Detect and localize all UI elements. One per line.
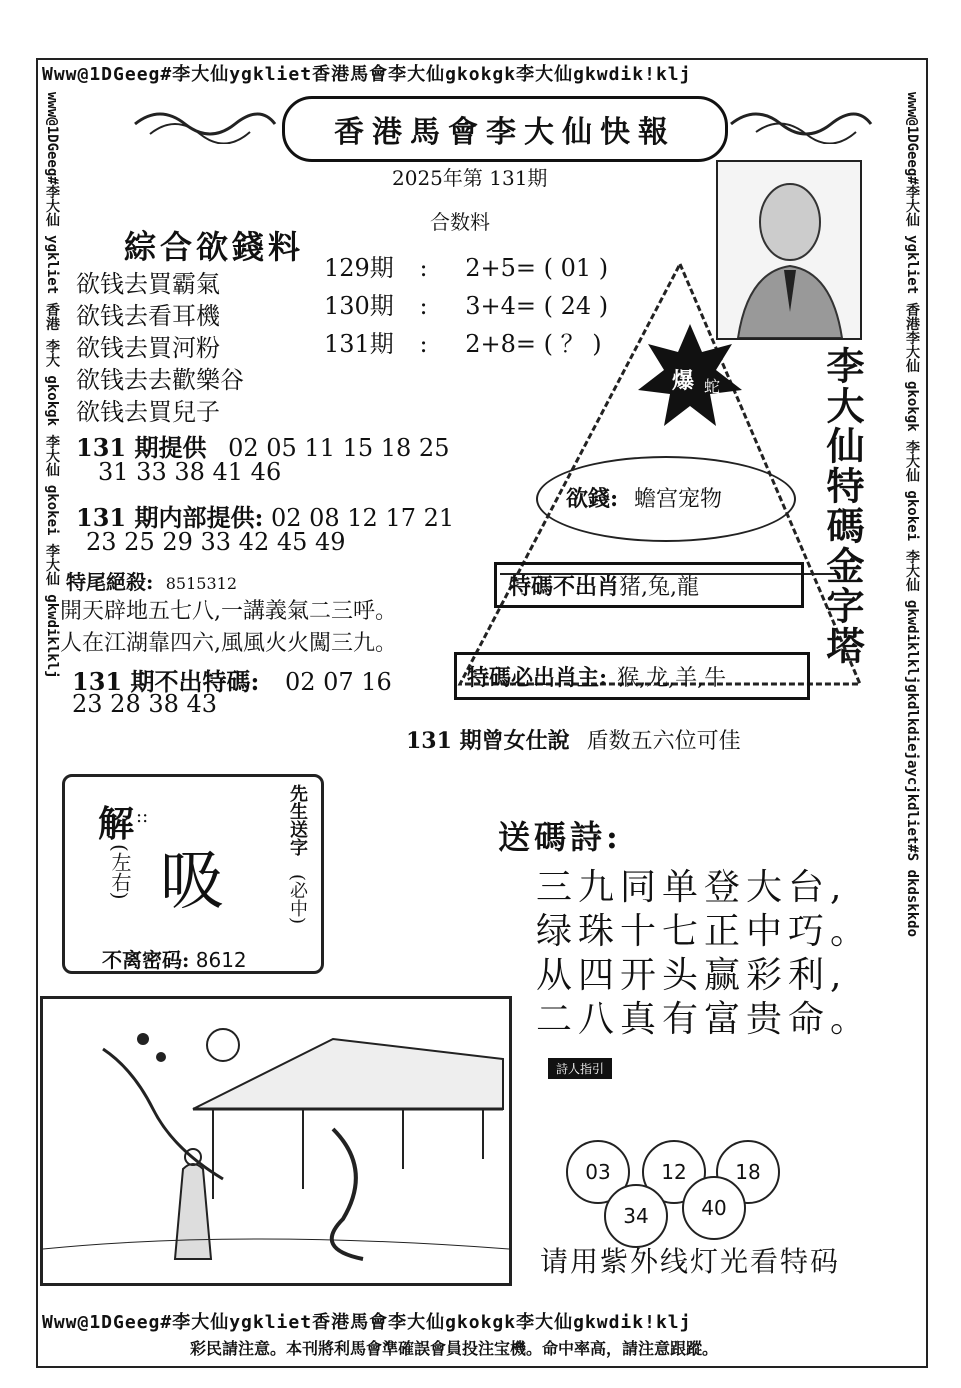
page-title: 香港馬會李大仙快報 xyxy=(282,96,728,162)
riddle-code xyxy=(102,944,247,973)
not-out-text: 猪,兔,龍 xyxy=(619,574,700,600)
poem-heading: 送碼詩: xyxy=(498,818,622,856)
sum-expr: 2+5= xyxy=(465,254,536,282)
tail-kill-label: 特尾絕殺: xyxy=(66,570,154,594)
riddle-side-sub: (必中) xyxy=(287,874,308,925)
number-ball: 40 xyxy=(682,1176,746,1240)
sum-expr: 2+8= xyxy=(465,330,536,358)
zeng-note xyxy=(406,724,741,755)
not-out-label: 特碼不出肖 xyxy=(509,573,620,600)
sum-result: ( ？ ) xyxy=(543,330,602,358)
provide-label: 131 期提供 xyxy=(76,433,207,462)
poem-line: 绿珠十七正中巧。 xyxy=(536,911,873,952)
no-special-numbers: 23 28 38 43 xyxy=(72,690,218,718)
poem-line: 二八真有富贵命。 xyxy=(536,999,873,1040)
money-heading: 綜合欲錢料 xyxy=(124,228,305,266)
not-out-box xyxy=(494,562,804,608)
tail-verse: 開天辟地五七八,一講義氣二三呼。 xyxy=(60,599,397,624)
sum-period: 130期 xyxy=(324,292,394,320)
sum-result: ( 01 ) xyxy=(543,254,609,282)
tail-kill-row xyxy=(66,566,237,595)
riddle-code-value: 8612 xyxy=(195,948,247,972)
zeng-label: 131 期曾女仕說 xyxy=(406,728,570,754)
left-ornament xyxy=(130,104,280,144)
money-item: 欲钱去買霸氣 xyxy=(76,270,220,298)
poem-tag: 詩人指引 xyxy=(548,1058,612,1079)
number-ball: 18 xyxy=(716,1140,780,1204)
pyramid-badge: 爆 xyxy=(672,368,695,394)
provide-numbers: 31 33 38 41 46 xyxy=(98,458,282,486)
number-ball: 12 xyxy=(642,1140,706,1204)
money-item: 欲钱去買兒子 xyxy=(76,398,220,426)
right-watermark: www@1DGeeg#李大仙 ygkliet 香港李大仙 gkokgk 李大仙 gkokei 李大仙 gkwdiklkljgkdlkdiejaycjkdliet#S dkdskkdo xyxy=(904,92,920,938)
pyramid-vertical-title: 李大仙特碼金字塔 xyxy=(820,346,865,666)
number-ball: 34 xyxy=(604,1184,668,1248)
no-special-numbers: 02 07 16 xyxy=(284,668,392,696)
money-item: 欲钱去看耳機 xyxy=(76,302,220,330)
issue-number: 2025年第 131期 xyxy=(392,166,548,190)
sum-colon: : xyxy=(419,292,428,320)
riddle-hint: (左右) xyxy=(108,844,132,900)
number-ball: 03 xyxy=(566,1140,630,1204)
sum-colon: : xyxy=(419,330,428,358)
must-out-box xyxy=(454,652,810,700)
tail-kill-value: 8515312 xyxy=(165,574,238,593)
money-item: 欲钱去買河粉 xyxy=(76,334,220,362)
pyramid-money-label: 欲錢: xyxy=(566,486,619,512)
must-out-label: 特碼必出肖主: xyxy=(467,664,608,691)
poem-line: 从四开头赢彩利, xyxy=(536,955,848,996)
riddle-code-label: 不离密码: xyxy=(102,948,190,972)
must-out-text: 猴,龙,羊,牛 xyxy=(617,665,727,691)
internal-label: 131 期内部提供: xyxy=(76,503,264,532)
left-watermark: www@1DGeeg#李大仙 ygkliet 香港 李大 gkokgk 李大仙 gkokei 李大仙 gkwdiklklj xyxy=(44,92,60,679)
right-ornament xyxy=(726,104,876,144)
pyramid-money-text: 蟾宫宠物 xyxy=(634,487,723,512)
sum-result: ( 24 ) xyxy=(543,292,609,320)
bottom-watermark: Www@1DGeeg#李大仙ygkliet香港馬會李大仙gkokgk李大仙gkwdik!klj xyxy=(42,1312,692,1333)
riddle-jie: 解 xyxy=(98,803,135,845)
temple-illustration xyxy=(40,996,512,1286)
zeng-text: 盾数五六位可佳 xyxy=(586,729,741,754)
tail-verse: 人在江湖靠四六,風風火火闖三九。 xyxy=(60,631,397,656)
internal-numbers: 23 25 29 33 42 45 49 xyxy=(86,528,346,556)
provide-numbers: 02 05 11 15 18 25 xyxy=(228,434,450,462)
no-special-label: 131 期不出特碼: xyxy=(72,667,260,696)
top-watermark: Www@1DGeeg#李大仙ygkliet香港馬會李大仙gkokgk李大仙gkwdik!klj xyxy=(42,64,692,85)
subtitle: 合数料 xyxy=(430,210,490,234)
footer-notice: 彩民請注意。本刊將利馬會準確誤會員投注宝機。命中率高，請注意跟蹤。 xyxy=(190,1339,719,1358)
riddle-main-char: 吸 xyxy=(160,845,224,919)
poem-line: 三九同单登大台, xyxy=(536,867,848,908)
sum-colon: : xyxy=(419,254,428,282)
riddle-marks: :: xyxy=(136,806,149,827)
sum-period: 129期 xyxy=(324,254,394,282)
pyramid-zodiac: 蛇 xyxy=(704,377,721,396)
money-item: 欲钱去去歡樂谷 xyxy=(76,366,244,394)
sum-period: 131期 xyxy=(324,330,394,358)
sum-expr: 3+4= xyxy=(465,292,536,320)
uv-note: 请用紫外线灯光看特码 xyxy=(540,1245,841,1278)
internal-numbers: 02 08 12 17 21 xyxy=(270,504,455,532)
riddle-side-text: 先生送字 xyxy=(287,784,308,856)
